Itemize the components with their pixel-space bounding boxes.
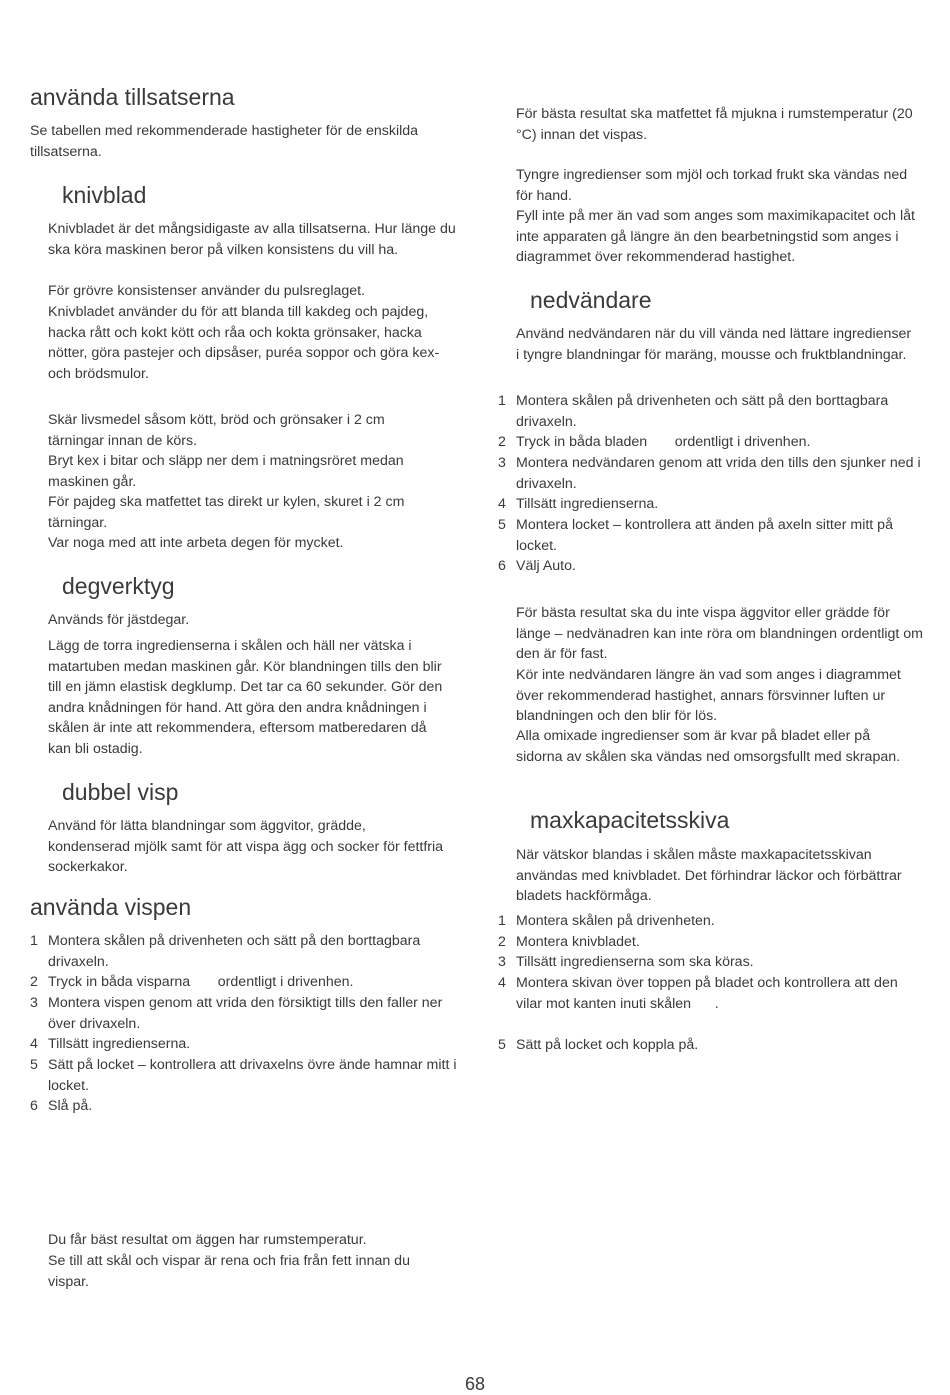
step-number: 2 [498, 434, 506, 450]
heavy-ingredients-tip: Tyngre ingredienser som mjöl och torkad frukt ska vändas ned för hand. [516, 167, 908, 204]
knife-paragraph-1: Knivbladet är det mångsidigaste av alla tillsatserna. Hur länge du ska köra maskinen beror på vilken konsistens du vill ha. [48, 221, 456, 258]
step-text: Montera skålen på drivenheten. [516, 913, 715, 929]
step-text: Tryck in båda visparna ordentligt i drivenhen. [48, 974, 354, 990]
capacity-tip: Fyll inte på mer än vad som anges som maximikapacitet och låt inte apparaten gå längre än den bearbetningstid som anges i diagrammet över rekommenderad hastighet. [516, 208, 915, 266]
step-text: Montera vispen genom att vrida den försiktigt tills den faller ner över drivaxeln. [48, 995, 443, 1032]
max-step-2 [498, 932, 928, 953]
step-text: Slå på. [48, 1098, 93, 1114]
fold-tip-3: Alla omixade ingredienser som är kvar på bladet eller på sidorna av skålen ska vändas ned omsorgsfullt med skrapan. [516, 728, 901, 765]
heading-max-capacity-disc: maxkapacitetsskiva [530, 807, 730, 833]
step-text: Tillsätt ingredienserna som ska köras. [516, 954, 754, 970]
step-number: 1 [498, 913, 506, 929]
step-text: Sätt på locket och koppla på. [516, 1037, 699, 1053]
step-number: 2 [30, 974, 38, 990]
step-text: Välj Auto. [516, 558, 576, 574]
step-number: 3 [30, 995, 38, 1011]
max-step-3 [498, 952, 928, 973]
step-number: 5 [498, 517, 506, 533]
step-number: 3 [498, 954, 506, 970]
heading-dough-tool: degverktyg [62, 573, 175, 599]
knife-paragraph-7: Var noga med att inte arbeta degen för mycket. [48, 535, 344, 551]
fold-tip-1: För bästa resultat ska du inte vispa äggvitor eller grädde för länge – nedvänadren kan inte röra om blandningen ordentligt om den är för fast. [516, 605, 923, 663]
whisk-step-4 [30, 1034, 460, 1055]
whisk-tip-2: Se till att skål och vispar är rena och fria från fett innan du vispar. [48, 1253, 410, 1290]
whisk-step-5 [30, 1055, 460, 1097]
max-step-1 [498, 911, 928, 932]
knife-paragraph-5: Bryt kex i bitar och släpp ner dem i matningsröret medan maskinen går. [48, 453, 404, 490]
max-paragraph-1: När vätskor blandas i skålen måste maxkapacitetsskivan användas med knivbladet. Det förhindrar läckor och förbättrar bladets hackförmåga. [516, 847, 902, 905]
fold-step-5 [498, 515, 928, 557]
step-number: 6 [30, 1098, 38, 1114]
step-number: 3 [498, 455, 506, 471]
step-text: Montera skålen på drivenheten och sätt på den borttagbara drivaxeln. [48, 933, 421, 970]
step-number: 6 [498, 558, 506, 574]
step-text: Montera skålen på drivenheten och sätt på den borttagbara drivaxeln. [516, 393, 889, 430]
whisk-tip-1: Du får bäst resultat om äggen har rumstemperatur. [48, 1232, 367, 1248]
fold-paragraph-1: Använd nedvändaren när du vill vända ned lättare ingredienser i tyngre blandningar för maräng, mousse och fruktblandningar. [516, 326, 912, 363]
step-text: Tillsätt ingredienserna. [48, 1036, 191, 1052]
step-text: Tillsätt ingredienserna. [516, 496, 659, 512]
heading-knife-blade: knivblad [62, 182, 147, 208]
fat-tip: För bästa resultat ska matfettet få mjukna i rumstemperatur (20 °C) innan det vispas. [516, 106, 913, 143]
fold-step-4 [498, 494, 928, 515]
whisk-paragraph-1: Använd för lätta blandningar som äggvitor, grädde, kondenserad mjölk samt för att vispa ägg och socker för fettfria sockerkakor. [48, 818, 444, 876]
intro-text: Se tabellen med rekommenderade hastigheter för de enskilda tillsatserna. [30, 123, 419, 160]
whisk-step-3 [30, 993, 460, 1035]
step-number: 1 [498, 393, 506, 409]
page-number: 68 [464, 1374, 486, 1394]
step-text: Montera locket – kontrollera att änden på axeln sitter mitt på locket. [516, 517, 893, 554]
knife-paragraph-6: För pajdeg ska matfettet tas direkt ur kylen, skuret i 2 cm tärningar. [48, 494, 405, 531]
step-text: Sätt på locket – kontrollera att drivaxelns övre ände hamnar mitt i locket. [48, 1057, 457, 1094]
knife-paragraph-3: Knivbladet använder du för att blanda till kakdeg och pajdeg, hacka rått och kokt kött och råa och kokta grönsaker, hacka nötter, göra pastejer och dipsåser, puréa soppor och göra kex- och brödsmulor. [48, 304, 440, 382]
fold-tip-2: Kör inte nedvändaren längre än vad som anges i diagrammet över rekommenderad hastighet, annars försvinner luften ur blandningen och den blir för lös. [516, 667, 901, 725]
heading-double-whisk: dubbel visp [62, 779, 179, 805]
step-text: Montera knivbladet. [516, 934, 640, 950]
fold-step-1 [498, 391, 928, 433]
step-text: Montera skivan över toppen på bladet och kontrollera att den vilar mot kanten inuti skålen . [516, 975, 902, 1012]
max-step-4 [498, 973, 928, 1015]
step-number: 1 [30, 933, 38, 949]
step-number: 4 [30, 1036, 38, 1052]
whisk-step-2 [30, 972, 460, 993]
dough-paragraph-1: Används för jästdegar. [48, 612, 190, 628]
fold-step-6 [498, 556, 928, 577]
knife-paragraph-2: För grövre konsistenser använder du pulsreglaget. [48, 283, 366, 299]
step-text: Montera nedvändaren genom att vrida den tills den sjunker ned i drivaxeln. [516, 455, 921, 492]
heading-use-attachments: använda tillsatserna [30, 84, 235, 110]
heading-use-whisk: använda vispen [30, 894, 192, 920]
fold-step-2 [498, 432, 928, 453]
whisk-step-6 [30, 1096, 460, 1117]
fold-step-3 [498, 453, 928, 495]
step-number: 4 [498, 975, 506, 991]
step-number: 4 [498, 496, 506, 512]
step-number: 5 [30, 1057, 38, 1073]
step-number: 5 [498, 1037, 506, 1053]
heading-folding-tool: nedvändare [530, 287, 652, 313]
max-step-5 [498, 1035, 928, 1056]
knife-paragraph-4: Skär livsmedel såsom kött, bröd och grönsaker i 2 cm tärningar innan de körs. [48, 412, 385, 449]
dough-paragraph-2: Lägg de torra ingredienserna i skålen och häll ner vätska i matartuben medan maskinen går. Kör blandningen tills den blir till en jämn elastisk degklump. Det tar ca 60 sekunder. Gör den andra knådningen för hand. Att göra den andra knådningen i skålen är inte att rekommendera, eftersom matberedaren då kan bli ostadig. [48, 638, 443, 757]
whisk-step-1 [30, 931, 460, 973]
step-number: 2 [498, 934, 506, 950]
step-text: Tryck in båda bladen ordentligt i drivenhen. [516, 434, 811, 450]
